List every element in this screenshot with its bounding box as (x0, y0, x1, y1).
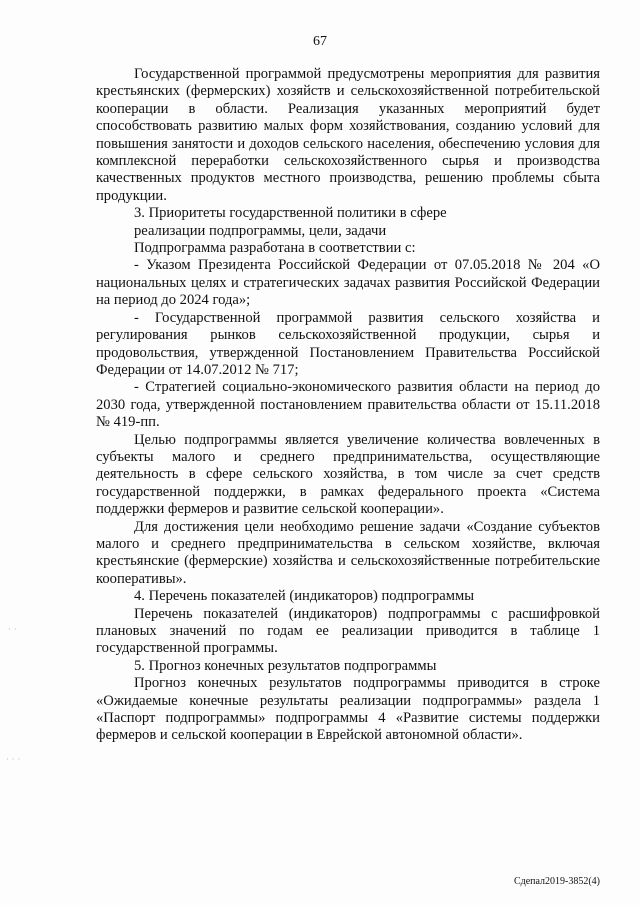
section-3-paragraph: - Указом Президента Российской Федерации от 07.05.2018 № 204 «О национальных целях и стратегических задачах развития Российской Федерации на период до 2024 года»; (96, 257, 600, 309)
section-3-paragraph: Для достижения цели необходимо решение задачи «Создание субъектов малого и среднего предпринимательства в сельском хозяйстве, включая крестьянские (фермерские) хозяйства и сельскохозяйственные потребительские кооперативы». (96, 518, 600, 587)
scan-speck: · · (8, 625, 17, 635)
intro-paragraph: Государственной программой предусмотрены мероприятия для развития крестьянских (фермерских) хозяйств и сельскохозяйственной потребительской кооперации в области. Реализация указанных мероприятий будет способствовать развитию малых форм хозяйствования, созданию условий для повышения занятости и доходов сельского населения, обеспечению условия для комплексной переработки сельскохозяйственного сырья и производства качественных продуктов местного производства, решению проблемы сбыта продукции. (96, 66, 600, 204)
section-5-paragraph: Прогноз конечных результатов подпрограммы приводится в строке «Ожидаемые конечные результаты реализации подпрограммы» раздела 1 «Паспорт подпрограммы» подпрограммы 4 «Развитие системы поддержки фермеров и сельской кооперации в Еврейской автономной области». (96, 675, 600, 744)
page-number: 67 (313, 34, 327, 49)
section-3-paragraph: - Государственной программой развития сельского хозяйства и регулирования рынков сельскохозяйственной продукции, сырья и продовольствия, утвержденной Постановлением Правительства Российской Федерации от 14.07.2012 № 717; (96, 309, 600, 378)
document-body (96, 66, 600, 745)
section-4-paragraph: Перечень показателей (индикаторов) подпрограммы с расшифровкой плановых значений по годам ее реализации приводится в таблице 1 государственной программы. (96, 605, 600, 657)
section-3-heading-line2: реализации подпрограммы, цели, задачи (134, 222, 387, 239)
section-4 (96, 588, 600, 658)
section-3-paragraph: Целью подпрограммы является увеличение количества вовлеченных в субъекты малого и среднего предпринимательства, осуществляющие деятельность в сфере сельского хозяйства, в том числе за счет средств государственной поддержки, в рамках федерального проекта «Система поддержки фермеров и развитие сельской кооперации». (96, 431, 600, 518)
section-5 (96, 658, 600, 745)
section-5-heading: 5. Прогноз конечных результатов подпрограммы (134, 657, 437, 674)
section-3-paragraph: Подпрограмма разработана в соответствии с: (134, 240, 416, 257)
section-3 (96, 205, 600, 588)
section-3-paragraph: - Стратегией социально-экономического развития области на период до 2030 года, утвержденной постановлением правительства области от 15.11.2018 № 419-пп. (96, 379, 600, 431)
scan-speck: · · · (6, 755, 21, 765)
section-3-heading-line1: 3. Приоритеты государственной политики в сфере (134, 205, 447, 222)
footer-code: Сдепал2019-3852(4) (513, 876, 600, 887)
section-4-heading: 4. Перечень показателей (индикаторов) подпрограммы (134, 588, 475, 605)
